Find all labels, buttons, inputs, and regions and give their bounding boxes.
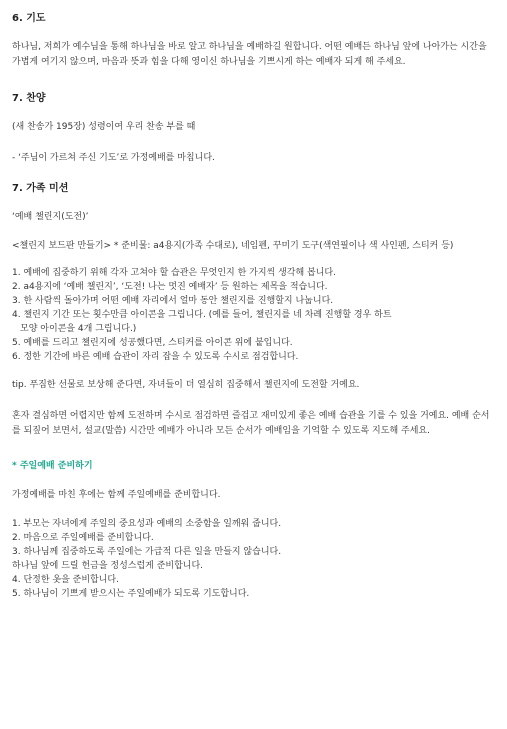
list-item: 4. 챌린지 기간 또는 횟수만큼 아이콘을 그립니다. (예를 들어, 챌린지를 네 차례 진행할 경우 하트 xyxy=(12,310,392,320)
prayer-text: 하나님, 저희가 예수님을 통해 하나님을 바로 알고 하나님을 예배하길 원합니다. 어떤 예배든 하나님 앞에 나아가는 시간을 가볍게 여기지 않으며, 마음과 뜻과 힘을 다해 영이신 하나님을 기쁘시게 하는 예배자 되게 해 주세요. xyxy=(12,42,487,67)
sunday-steps-list xyxy=(12,517,491,601)
materials-text: <챌린지 보드판 만들기> * 준비물: a4용지(가족 수대로), 네임펜, 꾸미기 도구(색연필이나 색 사인펜, 스티커 등) xyxy=(12,241,454,251)
section-family-mission-title: 7. 가족 미션 xyxy=(12,183,69,194)
list-item: 1. 예배에 집중하기 위해 각자 고쳐야 할 습관은 무엇인지 한 가지씩 생각해 봅니다. xyxy=(12,268,336,278)
list-item: 5. 하나님이 기쁘게 받으시는 주일예배가 되도록 기도합니다. xyxy=(12,589,250,599)
list-item: 1. 부모는 자녀에게 주일의 중요성과 예배의 소중함을 일깨워 줍니다. xyxy=(12,519,282,529)
list-item: 하나님 앞에 드릴 헌금을 정성스럽게 준비합니다. xyxy=(12,561,204,571)
sunday-prep-heading: * 주일예배 준비하기 xyxy=(12,461,93,471)
section-praise-title: 7. 찬양 xyxy=(12,93,46,104)
hymn-line: (새 찬송가 195장) 성령이여 우리 찬송 부를 때 xyxy=(12,122,196,132)
section-prayer-title: 6. 기도 xyxy=(12,13,46,24)
closing-line: - ‘주님이 가르쳐 주신 기도’로 가정예배를 마칩니다. xyxy=(12,153,215,163)
list-item: 2. a4용지에 ‘예배 챌린지’, ‘도전! 나는 멋진 예배자’ 등 원하는 제목을 적습니다. xyxy=(12,282,328,292)
guidance-text: 혼자 결심하면 어렵지만 함께 도전하며 수시로 점검하면 즐겁고 재미있게 좋은 예배 습관을 기를 수 있을 거예요. 예배 순서를 되짚어 보면서, 설교(말씀) 시간만 예배가 아니라 모든 순서가 예배임을 기억할 수 있도록 지도해 주세요. xyxy=(12,411,490,436)
mission-subtitle: ‘예배 챌린지(도전)’ xyxy=(12,212,89,222)
mission-steps-list xyxy=(12,266,491,364)
list-item: 5. 예배를 드리고 챌린지에 성공했다면, 스티커를 아이콘 위에 붙입니다. xyxy=(12,338,293,348)
list-item: 2. 마음으로 주일예배를 준비합니다. xyxy=(12,533,154,543)
list-item: 6. 정한 기간에 바른 예배 습관이 자리 잡을 수 있도록 수시로 점검합니다. xyxy=(12,352,299,362)
list-item: 모양 아이콘을 4개 그립니다.) xyxy=(20,324,137,334)
sunday-intro: 가정예배를 마친 후에는 함께 주일예배를 준비합니다. xyxy=(12,490,221,500)
list-item: 3. 한 사람씩 돌아가며 어떤 예배 자리에서 얼마 동안 챌린지를 진행할지 나눕니다. xyxy=(12,296,334,306)
tip-text: tip. 푸짐한 선물로 보상해 준다면, 자녀들이 더 열심히 집중해서 챌린지에 도전할 거예요. xyxy=(12,380,360,390)
list-item: 4. 단정한 옷을 준비합니다. xyxy=(12,575,119,585)
list-item: 3. 하나님께 집중하도록 주일에는 가급적 다른 일을 만들지 않습니다. xyxy=(12,547,282,557)
